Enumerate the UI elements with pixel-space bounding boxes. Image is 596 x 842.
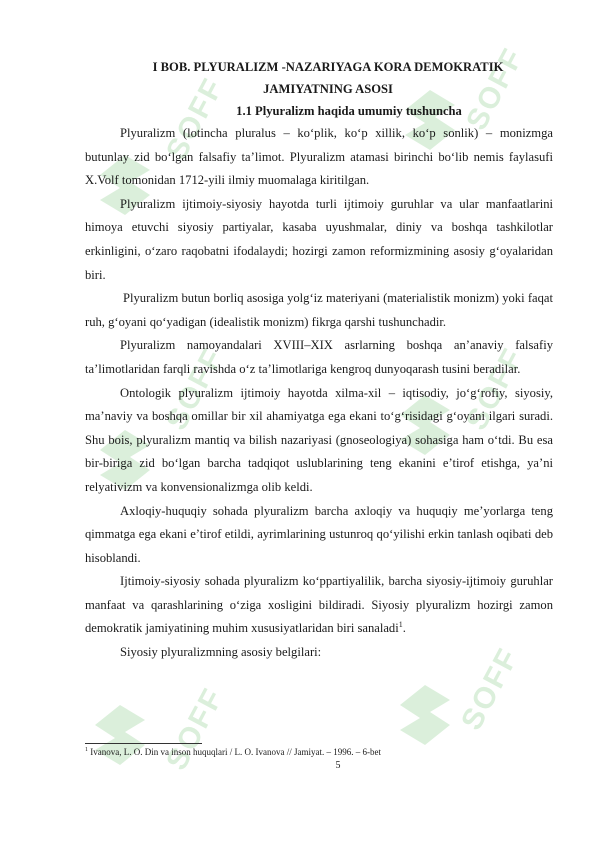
chapter-title-line2: JAMIYATNING ASOSI xyxy=(263,82,393,96)
paragraph: Plyuralizm butun borliq asosiga yolg‘iz materiyani (materialistik monizm) yoki faqat ruh, g‘oyani qo‘yadigan (idealistik monizm) fikrga qarshi tushunchadir. xyxy=(85,291,553,329)
page-number: 5 xyxy=(335,760,341,771)
paragraph: Ijtimoiy-siyosiy sohada plyuralizm ko‘ppartiyalilik, barcha siyosiy-ijtimoiy guruhlar manfaat va qarashlarining o‘ziga xosligini bildiradi. Siyosiy plyuralizm hozirgi zamon demokratik jamiyatining muhim xususiyatlaridan biri sanaladi$^1$. xyxy=(85,574,553,636)
document-page: SOFF SOFF SOFF SOFF SOFF SOFF I BOB. PLYURALIZM -NAZARIYAGA KORA DEMOKRATIK JAMIYATNING ASOSI 1.1 Plyuralizm haqida umumiy tushuncha Plyuralizm (lotincha pluralus – ko‘plik, ko‘p xillik, ko‘p sonlik) – monizmga butunlay zid bo‘lgan falsafiy ta’limot. Plyuralizm atamasi birinchi bo‘lib nemis faylasufi X.Volf tomonidan 1712-yili ilmiy muomalaga kiritilgan. Plyuralizm ijtimoiy-siyosiy hayotda turli ijtimoiy guruhlar va ular manfaatlarini himoya etuvchi siyosiy partiyalar, kasaba uyushmalar, diniy va boshqa tashkilotlar erkinligini, o‘zaro raqobatni ifodalaydi; hozirgi zamon reformizmining asosiy g‘oyalaridan biri. Plyuralizm butun borliq asosiga yolg‘iz materiyani (materialistik monizm) yoki faqat ruh, g‘oyani qo‘yadigan (idealistik monizm) fikrga qarshi tushunchadir. Plyuralizm namoyandalari XVIII–XIX asrlarning boshqa an’anaviy falsafiy ta’limotlaridan farqli ravishda o‘z ta’limotlariga kengroq dunyoqarash tusini beradilar. Ontologik plyuralizm ijtimoiy hayotda xilma-xil – iqtisodiy, jo‘g‘rofiy, siyosiy, ma’naviy va boshqa omillar bir xil ahamiyatga ega ekani to‘g‘risidagi g‘oyani ilgari suradi. Shu bois, plyuralizm mantiq va bilish nazariyasi (gnoseologiya) sohasiga ham o‘tdi. Bu esa bir-biriga zid bo‘lgan barcha tadqiqot uslublarining teng ekanini e’tirof etishga, ya’ni relyativizm va konvensionalizmga olib keldi. Axloqiy-huquqiy sohada plyuralizm barcha axloqiy va huquqiy me’yorlarga teng qimmatga ega ekani e’tirof etildi, ayrimlarining ustunroq qo‘yilishi erkin tanlash oqibati deb hisoblandi. Ijtimoiy-siyosiy sohada plyuralizm ko‘ppartiyalilik, barcha siyosiy-ijtimoiy guruhlar manfaat va qarashlarining o‘ziga xosligini bildiradi. Siyosiy plyuralizm hozirgi zamon demokratik jamiyatining muhim xususiyatlaridan biri sanaladi$^1$. Siyosiy plyuralizmning asosiy belgilari: $^1$ Ivanova, L. O. Din va inson huquqlari / L. O. Ivanova // Jamiyat. – 1996. – 6-bet 5 xyxy=(0,0,596,842)
paragraph: Siyosiy plyuralizmning asosiy belgilari: xyxy=(120,645,322,660)
paragraph-text: Ijtimoiy-siyosiy sohada plyuralizm ko‘ppartiyalilik, barcha siyosiy-ijtimoiy guruhlar manfaat va qarashlarining o‘ziga xosligini bildiradi. Siyosiy plyuralizm hozirgi zamon demokratik jamiyatining muhim xususiyatlaridan biri sanaladi xyxy=(85,574,553,636)
paragraph: Ontologik plyuralizm ijtimoiy hayotda xilma-xil – iqtisodiy, jo‘g‘rofiy, siyosiy, ma’naviy va boshqa omillar bir xil ahamiyatga ega ekani to‘g‘risidagi g‘oyani ilgari suradi. Shu bois, plyuralizm mantiq va bilish nazariyasi (gnoseologiya) sohasiga ham o‘tdi. Bu esa bir-biriga zid bo‘lgan barcha tadqiqot uslublarining teng ekanini e’tirof etishga, ya’ni relyativizm va konvensionalizmga olib keldi. xyxy=(85,385,553,494)
section-title: 1.1 Plyuralizm haqida umumiy tushuncha xyxy=(236,104,462,118)
paragraph: Plyuralizm ijtimoiy-siyosiy hayotda turli ijtimoiy guruhlar va ular manfaatlarini himoya etuvchi siyosiy partiyalar, kasaba uyushmalar, diniy va boshqa tashkilotlar erkinligini, o‘zaro raqobatni ifodalaydi; hozirgi zamon reformizmining asosiy g‘oyalaridan biri. xyxy=(85,196,553,282)
document-body xyxy=(85,56,553,665)
chapter-title xyxy=(103,56,553,100)
paragraph: Plyuralizm (lotincha pluralus – ko‘plik, ko‘p xillik, ko‘p sonlik) – monizmga butunlay zid bo‘lgan falsafiy ta’limot. Plyuralizm atamasi birinchi bo‘lib nemis faylasufi X.Volf tomonidan 1712-yili ilmiy muomalaga kiritilgan. xyxy=(85,126,553,188)
footnote-reference[interactable]: 1 xyxy=(398,620,403,630)
chapter-title-line1: I BOB. PLYURALIZM -NAZARIYAGA KORA DEMOKRATIK xyxy=(152,60,504,74)
footnote-marker: 1 xyxy=(85,747,88,753)
footnote-divider xyxy=(85,743,202,744)
paragraph: Axloqiy-huquqiy sohada plyuralizm barcha axloqiy va huquqiy me’yorlarga teng qimmatga ega ekani e’tirof etildi, ayrimlarining ustunroq qo‘yilishi erkin tanlash oqibati deb hisoblandi. xyxy=(85,503,553,565)
paragraph: Plyuralizm namoyandalari XVIII–XIX asrlarning boshqa an’anaviy falsafiy ta’limotlaridan farqli ravishda o‘z ta’limotlariga kengroq dunyoqarash tusini beradilar. xyxy=(85,338,553,376)
footnote-text: Ivanova, L. O. Din va inson huquqlari / L. O. Ivanova // Jamiyat. – 1996. – 6-bet xyxy=(90,747,381,757)
watermark-logo-icon xyxy=(395,680,455,750)
footnote xyxy=(85,746,555,758)
